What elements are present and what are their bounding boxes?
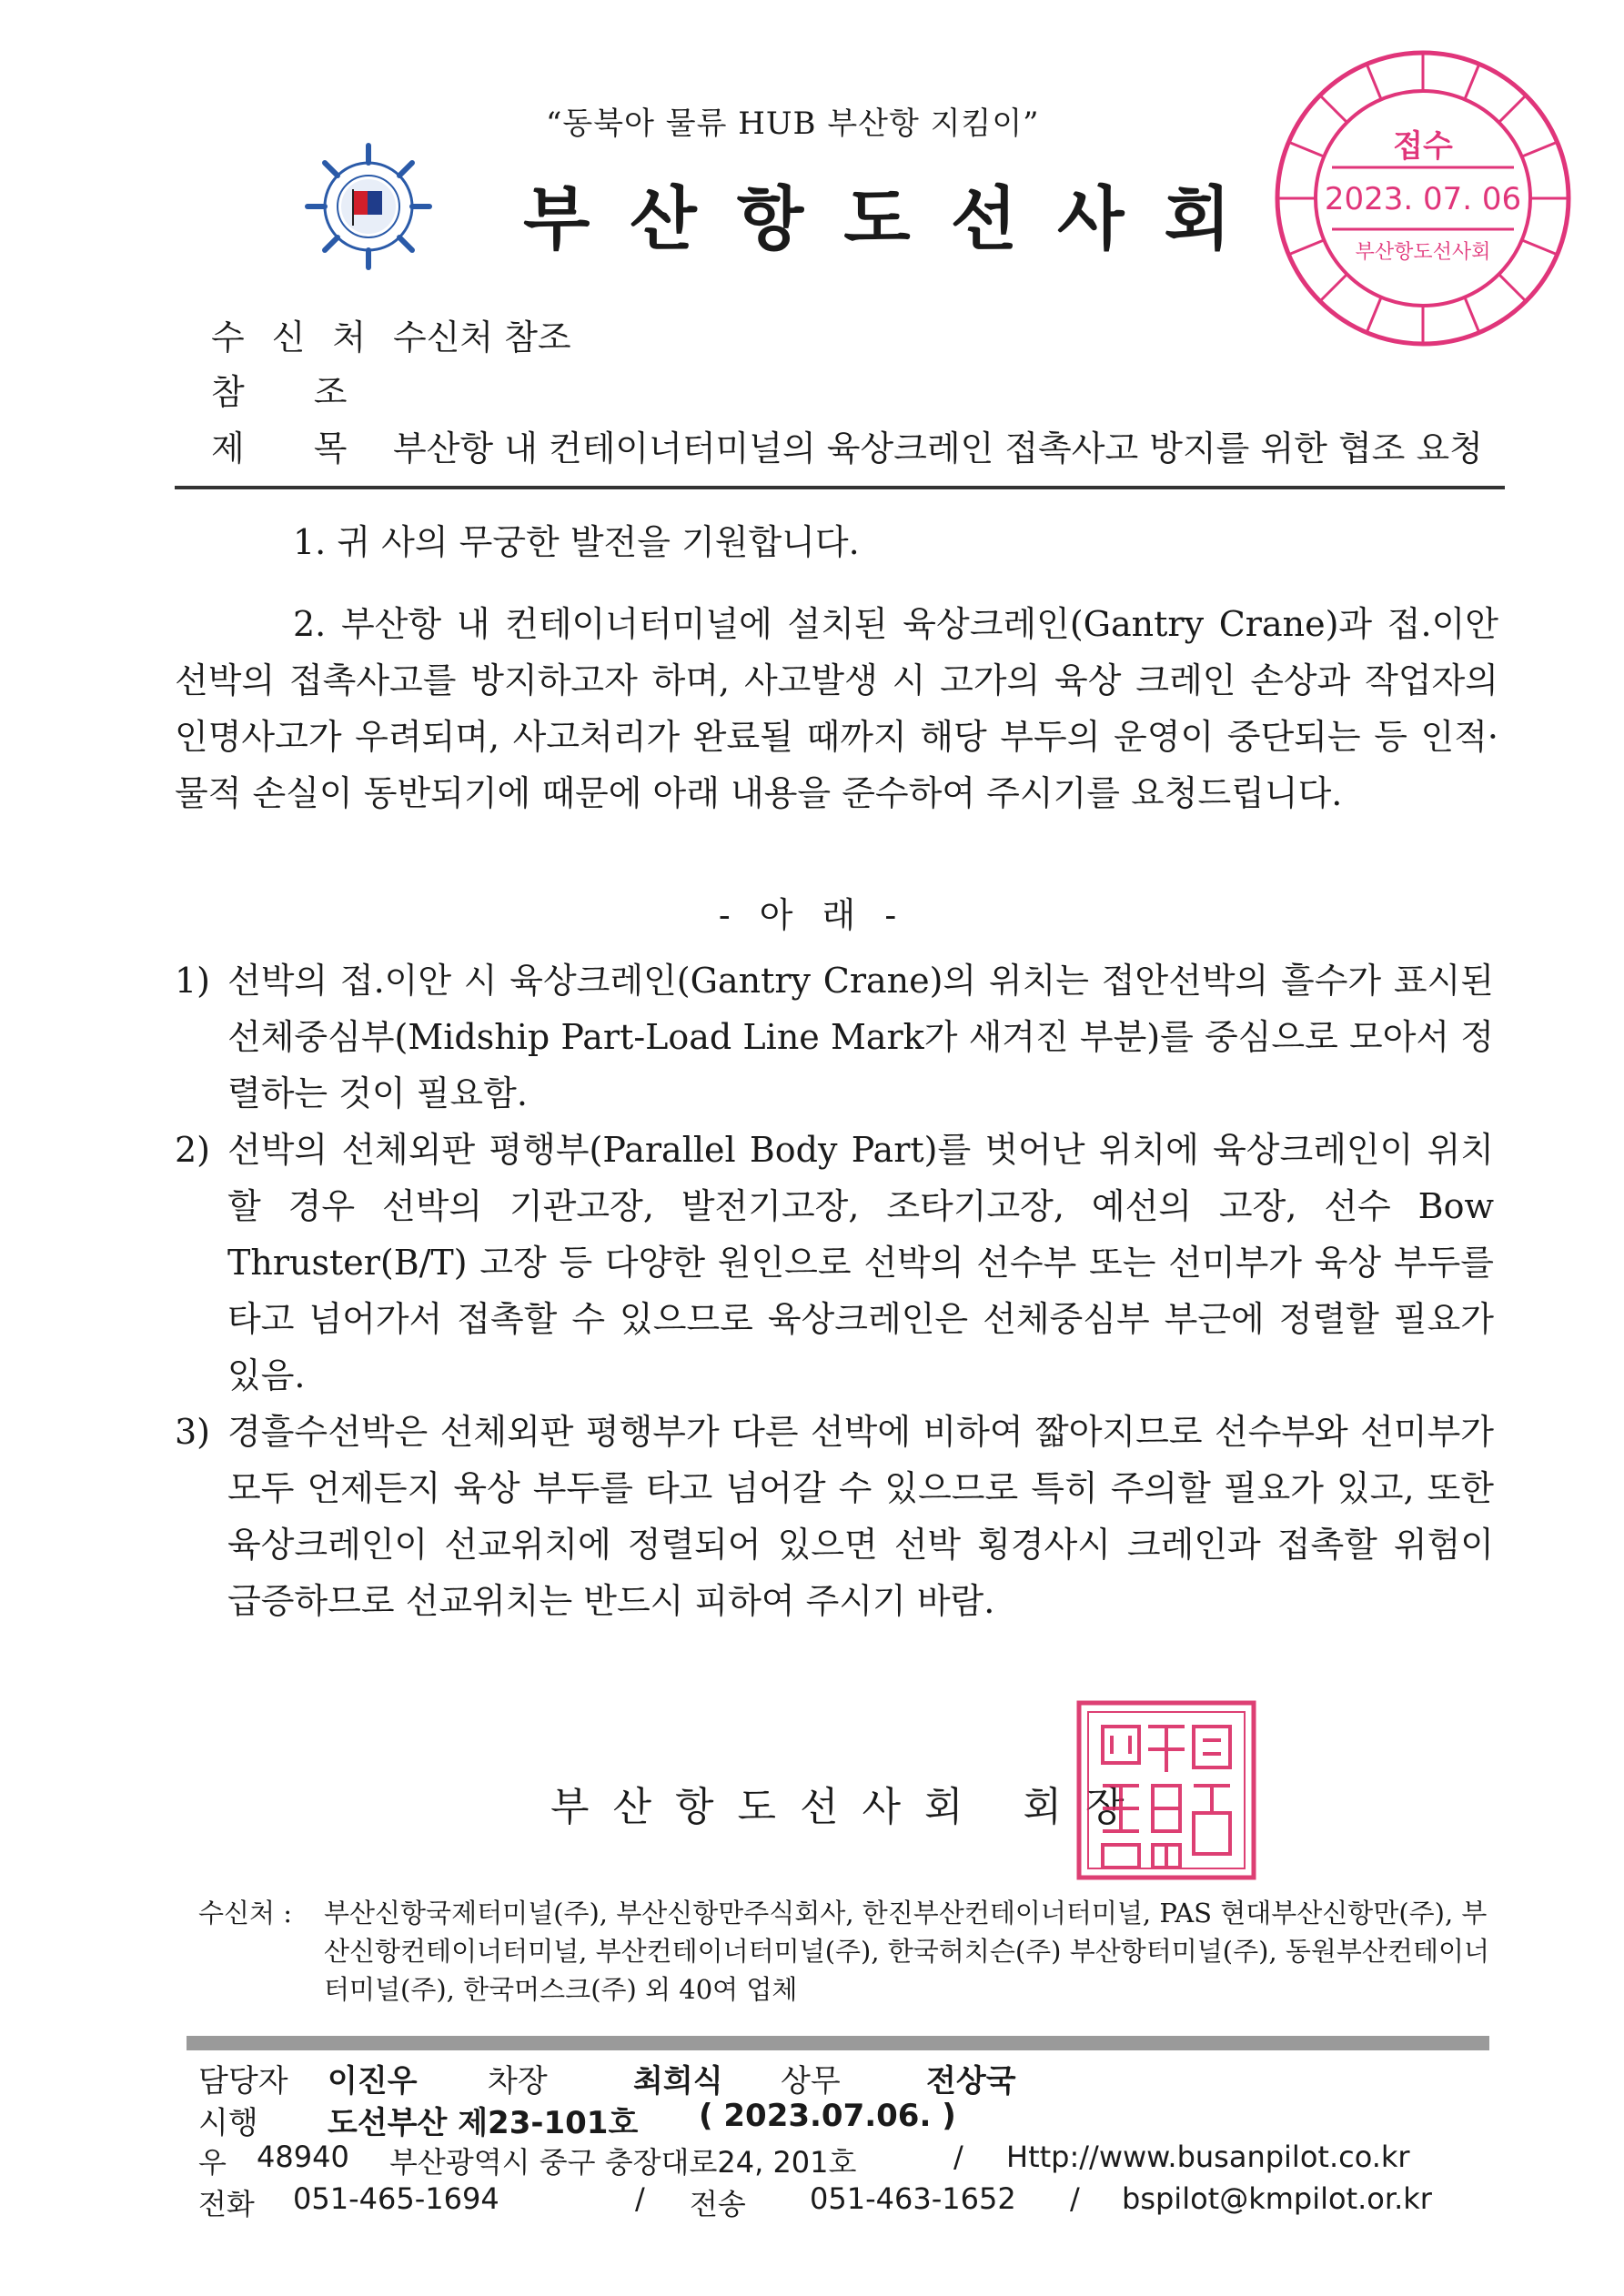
stamp-label: 접수	[1393, 128, 1453, 165]
separator: /	[1070, 2181, 1080, 2216]
busan-pilots-logo	[300, 138, 437, 275]
footer-contact-row	[198, 2181, 1490, 2221]
chief-name: 전상국	[926, 2063, 1016, 2100]
document-date: ( 2023.07.06. )	[699, 2098, 956, 2134]
paragraph-2: 2. 부산항 내 컨테이너터미널에 설치된 육상크레인(Gantry Crane)과 접.이안선박의 접촉사고를 방지하고자 하며, 사고발생 시 고가의 육상 크레인 손상과 작업자의 인명사고가 우려되며, 사고처리가 완료될 때까지 해당 부두의 운영이 중단되는 등 인적·물적 손실이 동반되기에 때문에 아래 내용을 준수하여 주시기를 요청드립니다.	[175, 604, 1498, 813]
stamp-org: 부산항도선사회	[1355, 241, 1491, 264]
separator: /	[635, 2181, 645, 2216]
slogan: “동북아 물류 HUB 부산항 지킴이”	[546, 106, 1040, 142]
postal-code: 48940	[257, 2140, 349, 2174]
list-item	[175, 1404, 1494, 1629]
recipient-list-text: 부산신항국제터미널(주), 부산신항만주식회사, 한진부산컨테이너터미널, PAS 현대부산신항만(주), 부산신항컨테이너터미널, 부산컨테이너터미널(주), 한국허치슨(주) 부산항터미널(주), 동원부산컨테이너터미널(주), 한국머스크(주) 외 40여 업체	[324, 1898, 1489, 2005]
list-item-text: 선박의 접.이안 시 육상크레인(Gantry Crane)의 위치는 접안선박의 흘수가 표시된 선체중심부(Midship Part-Load Line Mark가 새겨진 부분)를 중심으로 모아서 정렬하는 것이 필요함.	[227, 961, 1494, 1113]
address: 부산광역시 중구 충장대로24, 201호	[389, 2145, 857, 2180]
exec-label: 시행	[198, 2105, 258, 2141]
website-link[interactable]: Http://www.busanpilot.co.kr	[1006, 2140, 1410, 2174]
staff-label: 담당자	[198, 2063, 288, 2100]
list-item-text: 선박의 선체외판 평행부(Parallel Body Part)를 벗어난 위치에 육상크레인이 위치할 경우 선박의 기관고장, 발전기고장, 조타기고장, 예선의 고장, 선수 Bow Thruster(B/T) 고장 등 다양한 원인으로 선박의 선수부 또는 선미부가 육상 부두를 타고 넘어가서 접촉할 수 있으므로 육상크레인은 선체중심부 부근에 정렬할 필요가 있음.	[227, 1130, 1494, 1395]
official-seal	[1075, 1699, 1257, 1881]
organization-title: 부산항도선사회	[523, 178, 1271, 259]
recipient-value: 수신처 참조	[393, 317, 571, 357]
fax-number: 051-463-1652	[810, 2181, 1016, 2216]
header-rule	[175, 486, 1505, 489]
recipient-list-label: 수신처 :	[198, 1898, 293, 1928]
email-link[interactable]: bspilot@kmpilot.or.kr	[1122, 2181, 1432, 2216]
tel-label: 전화	[198, 2187, 255, 2221]
document-number: 도선부산 제23-101호	[328, 2105, 639, 2141]
list-item	[175, 1122, 1494, 1404]
deputy-title: 차장	[488, 2063, 548, 2100]
list-item-number: 3)	[175, 1412, 211, 1452]
list-item-number: 1)	[175, 961, 211, 1001]
recipient-list	[198, 1894, 1490, 2009]
list-item-number: 2)	[175, 1130, 211, 1170]
separator: /	[953, 2140, 963, 2174]
footer-divider	[187, 2036, 1489, 2050]
footer-exec-row	[198, 2098, 1490, 2141]
director-title: 상무	[781, 2063, 841, 2100]
staff-name: 이진우	[328, 2063, 418, 2100]
list-item	[175, 952, 1494, 1122]
footer-staff-row	[198, 2056, 1490, 2100]
list-item-text: 경흘수선박은 선체외판 평행부가 다른 선박에 비하여 짧아지므로 선수부와 선미부가 모두 언제든지 육상 부두를 타고 넘어갈 수 있으므로 특히 주의할 필요가 있고, 또한 육상크레인이 선교위치에 정렬되어 있으면 선박 횡경사시 크레인과 접촉할 위험이 급증하므로 선교위치는 반드시 피하여 주시기 바람.	[227, 1412, 1494, 1621]
fax-label: 전송	[690, 2187, 746, 2221]
footer-address-row	[198, 2140, 1490, 2180]
below-heading: - 아 래 -	[718, 895, 906, 935]
recipient-label: 수신처	[211, 317, 394, 357]
subject-value: 부산항 내 컨테이너터미널의 육상크레인 접촉사고 방지를 위한 협조 요청	[393, 428, 1483, 468]
paragraph-1: 1. 귀 사의 무궁한 발전을 기원합니다.	[293, 522, 860, 562]
subject-label: 제목	[211, 428, 417, 468]
receipt-stamp	[1272, 47, 1574, 349]
signature-line: 부산항도선사회 회장	[550, 1784, 1148, 1830]
postal-label: 우	[198, 2145, 227, 2180]
stamp-date: 2023. 07. 06	[1324, 181, 1522, 217]
reference-label: 참조	[211, 372, 417, 412]
director-name: 최희식	[633, 2063, 723, 2100]
tel-number: 051-465-1694	[293, 2181, 499, 2216]
